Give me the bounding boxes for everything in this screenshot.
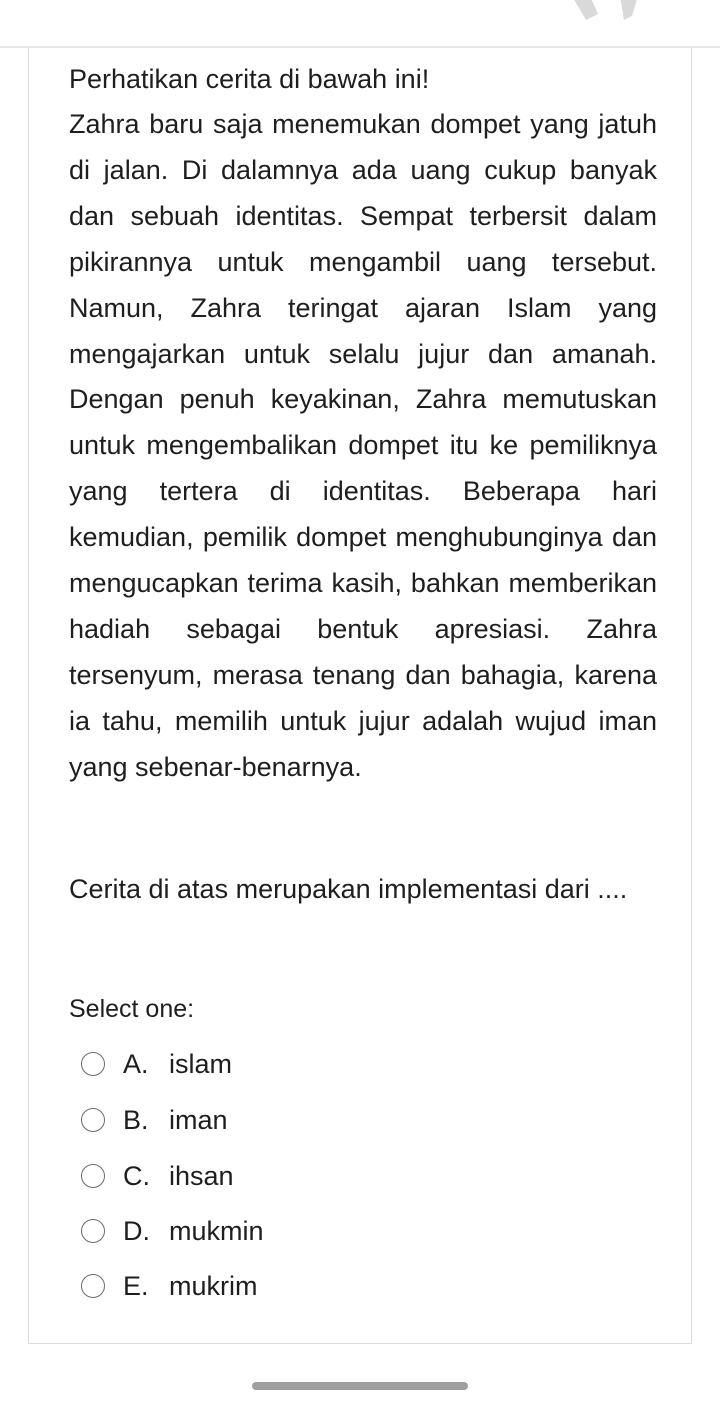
question-intro: Perhatikan cerita di bawah ini!: [69, 64, 430, 94]
option-text: mukmin: [169, 1215, 264, 1246]
answer-option-e[interactable]: [81, 1266, 501, 1306]
radio-button-icon[interactable]: [81, 1164, 105, 1188]
radio-button-icon[interactable]: [81, 1274, 105, 1298]
radio-button-icon[interactable]: [81, 1052, 105, 1076]
question-card: [28, 48, 692, 1344]
question-prompt: Cerita di atas merupakan implementasi dari ....: [69, 874, 628, 904]
option-letter: D.: [123, 1215, 150, 1246]
option-letter: B.: [123, 1104, 149, 1135]
top-header-strip: [0, 0, 720, 46]
radio-button-icon[interactable]: [81, 1108, 105, 1132]
select-one-label: Select one:: [69, 995, 195, 1023]
answer-option-d[interactable]: [81, 1211, 501, 1251]
answer-option-a[interactable]: [81, 1044, 501, 1084]
answer-option-b[interactable]: [81, 1100, 501, 1140]
option-text: ihsan: [169, 1160, 234, 1191]
option-text: islam: [169, 1048, 233, 1079]
option-letter: A.: [123, 1048, 149, 1079]
home-indicator-bar[interactable]: [252, 1382, 468, 1390]
answer-option-c[interactable]: [81, 1156, 501, 1196]
question-story: Zahra baru saja menemukan dompet yang jatuh di jalan. Di dalamnya ada uang cukup banyak dan sebuah identitas. Sempat terbersit dalam pikirannya untuk mengambil uang tersebut. Namun, Zahra teringat ajaran Islam yang mengajarkan untuk selalu jujur dan amanah. Dengan penuh keyakinan, Zahra memutuskan untuk mengembalikan dompet itu ke pemiliknya yang tertera di identitas. Beberapa hari kemudian, pemilik dompet menghubunginya dan mengucapkan terima kasih, bahkan memberikan hadiah sebagai bentuk apresiasi. Zahra tersenyum, merasa tenang dan bahagia, karena ia tahu, memilih untuk jujur adalah wujud iman yang sebenar-benarnya.: [69, 109, 657, 782]
option-text: iman: [169, 1104, 228, 1135]
option-letter: C.: [123, 1160, 150, 1191]
radio-button-icon[interactable]: [81, 1219, 105, 1243]
option-text: mukrim: [169, 1270, 258, 1301]
header-decoration-icon: [568, 0, 640, 24]
option-letter: E.: [123, 1270, 149, 1301]
